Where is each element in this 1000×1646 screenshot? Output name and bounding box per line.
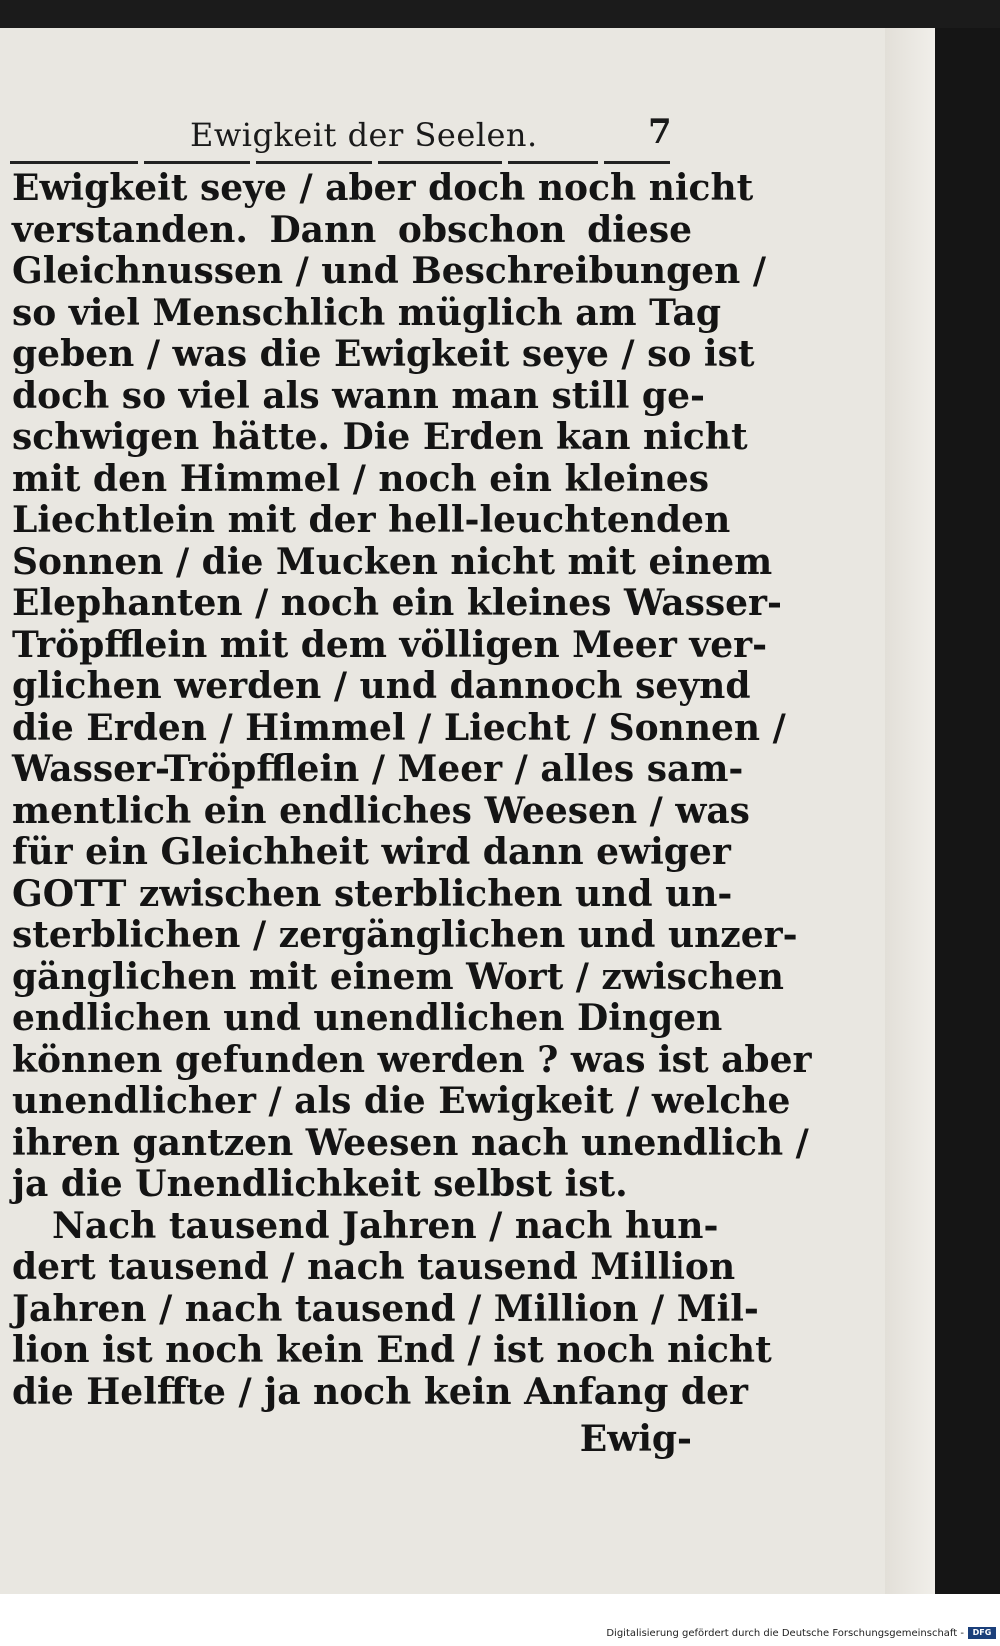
text-line: mit den Himmel / noch ein kleines [12, 457, 710, 500]
text-line: lion ist noch kein End / ist noch nicht [12, 1329, 772, 1371]
header-rule-segment [508, 161, 598, 164]
text-line: können gefunden werden ? was ist aber [12, 1038, 812, 1081]
text-line: glichen werden / und dannoch seynd [12, 665, 751, 707]
header-rule-segment [604, 161, 670, 164]
digitization-footer [0, 1594, 1000, 1646]
page-edge [885, 28, 935, 1594]
page-number: 7 [648, 112, 672, 152]
running-head: Ewigkeit der Seelen. [190, 116, 538, 154]
text-line: sterblichen / zergänglichen und unzer- [12, 914, 798, 956]
body-text [12, 167, 812, 1413]
dfg-logo-icon: DFG [968, 1627, 996, 1639]
text-line: verstanden. Dann obschon diese [12, 208, 692, 251]
catchword [12, 1418, 692, 1460]
text-line: mentlich ein endliches Weesen / was [12, 789, 750, 832]
text-line: Elephanten / noch ein kleines Wasser- [12, 582, 782, 624]
text-line: GOTT zwischen sterblichen und un- [12, 872, 733, 915]
text-line: Sonnen / die Mucken nicht mit einem [12, 540, 773, 583]
header-rule-segment [256, 161, 372, 164]
text-line: die Erden / Himmel / Liecht / Sonnen / [12, 706, 786, 749]
page-header [0, 108, 700, 164]
text-line: Gleichnussen / und Beschreibungen / [12, 250, 767, 292]
text-line: so viel Menschlich müglich am Tag [12, 291, 721, 334]
text-line: schwigen hätte. Die Erden kan nicht [12, 416, 748, 458]
text-line: unendlicher / als die Ewigkeit / welche [12, 1080, 791, 1122]
catchword-text: Ewig- [579, 1418, 692, 1460]
funding-credit: Digitalisierung gefördert durch die Deutsche Forschungsgemeinschaft - [606, 1628, 964, 1639]
text-line: die Helffte / ja noch kein Anfang der [12, 1370, 748, 1413]
text-line: ihren gantzen Weesen nach unendlich / [12, 1121, 809, 1164]
header-rule-segment [144, 161, 250, 164]
header-rule-segment [378, 161, 502, 164]
text-line: gänglichen mit einem Wort / zwischen [12, 955, 784, 998]
text-line: für ein Gleichheit wird dann ewiger [12, 831, 731, 873]
text-line: endlichen und unendlichen Dingen [12, 997, 723, 1039]
text-line: Wasser-Tröpfflein / Meer / alles sam- [12, 748, 744, 790]
text-line: geben / was die Ewigkeit seye / so ist [12, 333, 755, 375]
text-line: Nach tausend Jahren / nach hun- [52, 1204, 719, 1247]
text-line: Liechtlein mit der hell-leuchtenden [12, 499, 731, 541]
text-line: dert tausend / nach tausend Million [12, 1246, 736, 1288]
header-rule-segment [10, 161, 138, 164]
text-line: Jahren / nach tausend / Million / Mil- [12, 1287, 759, 1330]
text-line: ja die Unendlichkeit selbst ist. [12, 1163, 628, 1205]
scan-background [935, 28, 1000, 1594]
text-line: Tröpfflein mit dem völligen Meer ver- [12, 623, 768, 666]
text-line: doch so viel als wann man still ge- [12, 374, 705, 417]
text-line: Ewigkeit seye / aber doch noch nicht [12, 167, 754, 209]
